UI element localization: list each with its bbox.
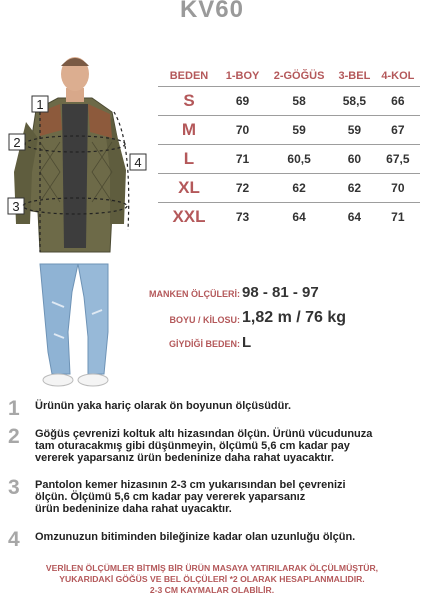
table-cell: 70	[376, 174, 420, 203]
table-cell: 66	[376, 87, 420, 116]
header-kol: 4-KOL	[381, 70, 415, 82]
height-weight-value: 1,82 m / 76 kg	[242, 309, 347, 326]
measurements-value: 98 - 81 - 97	[242, 284, 319, 301]
note-line: Pantolon kemer hizasının 2-3 cm yukarısından bel çevrenizi	[35, 479, 346, 491]
size-worn-value: L	[242, 334, 252, 351]
marker-2: 2	[13, 135, 21, 150]
measurements-label: MANKEN ÖLÇÜLERİ:	[149, 289, 240, 299]
table-cell: 60,5	[265, 145, 333, 174]
size-label: S	[158, 87, 220, 116]
table-cell: 58	[265, 87, 333, 116]
table-cell: 58,5	[333, 87, 376, 116]
note-number: 2	[8, 425, 20, 448]
table-cell: 60	[333, 145, 376, 174]
size-label: XXL	[158, 203, 220, 232]
model-photo	[0, 52, 150, 392]
header-beden: BEDEN	[169, 70, 209, 82]
header-gogus: 2-GÖĞÜS	[273, 70, 325, 82]
note-line: tam oturacakmış gibi düşünmeyin, ölçümü 5,6 cm kadar pay	[35, 440, 350, 452]
note-line: Ürünün yaka hariç olarak ön boyunun ölçüsüdür.	[35, 400, 292, 412]
note-number: 4	[8, 528, 20, 551]
size-label: XL	[158, 174, 220, 203]
table-cell: 72	[220, 174, 265, 203]
table-cell: 62	[265, 174, 333, 203]
table-row	[158, 87, 420, 116]
note-line: Göğüs çevrenizi koltuk altı hizasından ölçün. Ürünü vücudunuza	[35, 428, 373, 440]
footer-line: 2-3 CM KAYMALAR OLABİLİR.	[149, 585, 275, 595]
table-cell: 67,5	[376, 145, 420, 174]
table-cell: 69	[220, 87, 265, 116]
note-line: Omzunuzun bitiminden bileğinize kadar olan uzunluğu ölçün.	[35, 531, 356, 543]
note-number: 1	[8, 397, 20, 420]
table-cell: 70	[220, 116, 265, 145]
note-line: ürün bedeninize daha rahat uyacaktır.	[35, 503, 232, 515]
table-cell: 59	[265, 116, 333, 145]
table-cell: 64	[265, 203, 333, 232]
marker-1: 1	[36, 97, 44, 112]
table-row	[158, 145, 420, 174]
height-weight-label: BOYU / KİLOSU:	[169, 315, 240, 325]
product-code: KV60	[179, 0, 245, 23]
table-row	[158, 174, 420, 203]
table-cell: 67	[376, 116, 420, 145]
table-cell: 73	[220, 203, 265, 232]
marker-3: 3	[12, 199, 20, 214]
marker-4: 4	[134, 155, 142, 170]
table-row	[158, 116, 420, 145]
table-header-row	[158, 66, 420, 87]
footer-line: YUKARIDAKİ GÖĞÜS VE BEL ÖLÇÜLERİ *2 OLARAK HESAPLANMALIDIR.	[59, 574, 365, 584]
footer-disclaimer	[20, 563, 404, 596]
table-cell: 71	[220, 145, 265, 174]
table-row	[158, 203, 420, 232]
note-line: ölçün. Ölçümü 5,6 cm kadar pay vererek yaparsanız	[35, 491, 306, 503]
note-number: 3	[8, 476, 20, 499]
table-cell: 71	[376, 203, 420, 232]
size-label: M	[158, 116, 220, 145]
table-cell: 59	[333, 116, 376, 145]
table-cell: 62	[333, 174, 376, 203]
footer-line: VERİLEN ÖLÇÜMLER BİTMİŞ BİR ÜRÜN MASAYA YATIRILARAK ÖLÇÜLMÜŞTÜR,	[45, 563, 379, 573]
note-line: vererek yaparsanız ürün bedeninize daha rahat uyacaktır.	[35, 452, 334, 464]
size-worn-label: GİYDİĞİ BEDEN:	[168, 339, 240, 349]
size-label: L	[158, 145, 220, 174]
table-cell: 64	[333, 203, 376, 232]
size-table	[158, 66, 420, 231]
header-bel: 3-BEL	[338, 70, 371, 82]
header-boy: 1-BOY	[225, 70, 260, 82]
